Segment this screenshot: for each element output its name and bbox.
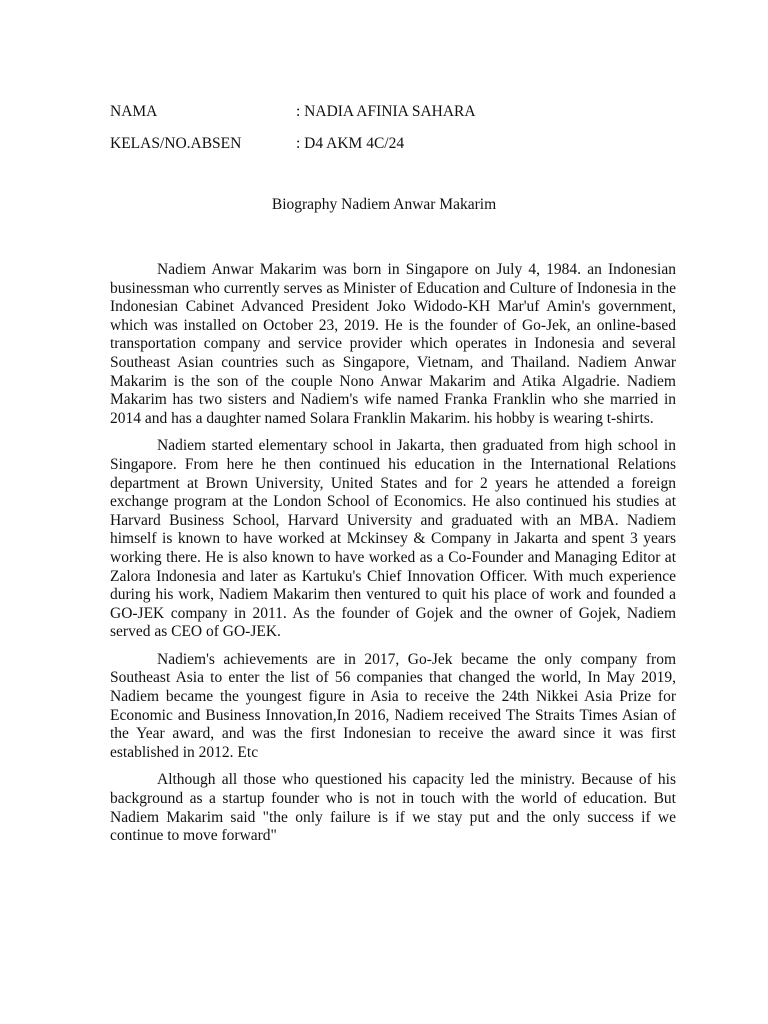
paragraph-1: Nadiem Anwar Makarim was born in Singapore on July 4, 1984. an Indonesian businessman who currently serves as Minister of Education and Culture of Indonesia in the Indonesian Cabinet Advanced President Joko Widodo-KH Mar'uf Amin's government, which was installed on October 23, 2019. He is the founder of Go-Jek, an online-based transportation company and service provider which operates in Indonesia and several Southeast Asian countries such as Singapore, Vietnam, and Thailand. Nadiem Anwar Makarim is the son of the couple Nono Anwar Makarim and Atika Algadrie. Nadiem Makarim has two sisters and Nadiem's wife named Franka Franklin who she married in 2014 and has a daughter named Solara Franklin Makarim. his hobby is wearing t-shirts.: [110, 261, 676, 427]
document-body: [110, 261, 676, 855]
paragraph-3: Nadiem's achievements are in 2017, Go-Jek became the only company from Southeast Asia to enter the list of 56 companies that changed the world, In May 2019, Nadiem became the youngest figure in Asia to receive the 24th Nikkei Asia Prize for Economic and Business Innovation,In 2016, Nadiem received The Straits Times Asian of the Year award, and was the first Indonesian to receive the award since it was first established in 2012. Etc: [110, 650, 676, 761]
name-value: : NADIA AFINIA SAHARA: [296, 103, 476, 120]
class-value: : D4 AKM 4C/24: [296, 135, 405, 152]
document-title: Biography Nadiem Anwar Makarim: [271, 196, 497, 213]
class-label: KELAS/NO.ABSEN: [110, 135, 242, 152]
paragraph-4: Although all those who questioned his capacity led the ministry. Because of his background as a startup founder who is not in touch with the world of education. But Nadiem Makarim said "the only failure is if we stay put and the only success if we continue to move forward": [110, 771, 676, 845]
paragraph-2: Nadiem started elementary school in Jakarta, then graduated from high school in Singapore. From here he then continued his education in the International Relations department at Brown University, United States and for 2 years he attended a foreign exchange program at the London School of Economics. He also continued his studies at Harvard Business School, Harvard University and graduated with an MBA. Nadiem himself is known to have worked at Mckinsey & Company in Jakarta and spent 3 years working there. He is also known to have worked as a Co-Founder and Managing Editor at Zalora Indonesia and later as Kartuku's Chief Innovation Officer. With much experience during his work, Nadiem Makarim then ventured to quit his place of work and founded a GO-JEK company in 2011. As the founder of Gojek and the owner of Gojek, Nadiem served as CEO of GO-JEK.: [110, 437, 676, 641]
name-label: NAMA: [110, 103, 158, 120]
